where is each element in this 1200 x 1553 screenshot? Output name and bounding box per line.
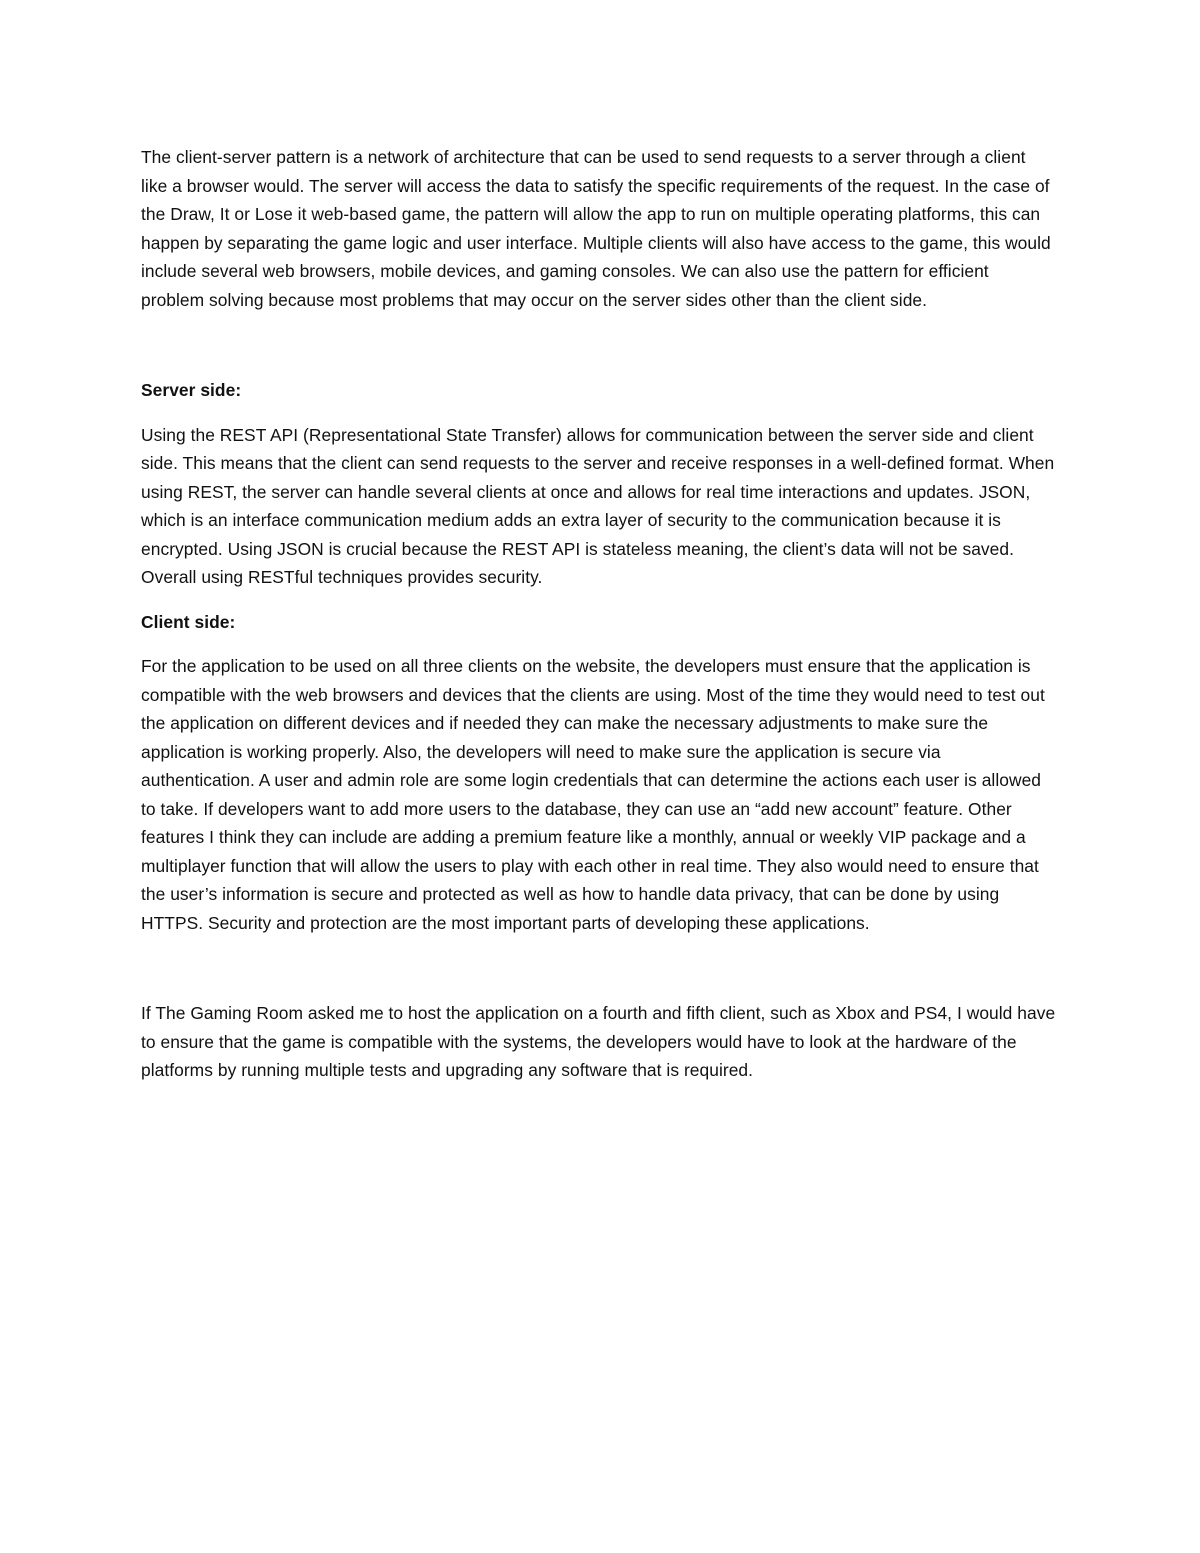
server-side-paragraph: Using the REST API (Representational State Transfer) allows for communication between the server side and client side. This means that the client can send requests to the server and receive responses in a well-defined format. When using REST, the server can handle several clients at once and allows for real time interactions and updates. JSON, which is an interface communication medium adds an extra layer of security to the communication because it is encrypted. Using JSON is crucial because the REST API is stateless meaning, the client’s data will not be saved. Overall using RESTful techniques provides security. (141, 424, 1055, 587)
intro-paragraph: The client-server pattern is a network of architecture that can be used to send requests to a server through a client like a browser would. The server will access the data to satisfy the specific requirements of the request. In the case of the Draw, It or Lose it web-based game, the pattern will allow the app to run on multiple operating platforms, this can happen by separating the game logic and user interface. Multiple clients will also have access to the game, this would include several web browsers, mobile devices, and gaming consoles. We can also use the pattern for efficient problem solving because most problems that may occur on the server sides other than the client side. (141, 147, 1051, 310)
document-body (141, 143, 1056, 1085)
client-side-paragraph: For the application to be used on all three clients on the website, the developers must ensure that the application is compatible with the web browsers and devices that the clients are using. Most of the time they would need to test out the application on different devices and if needed they can make the necessary adjustments to make sure the application is working properly. Also, the developers will need to make sure the application is secure via authentication. A user and admin role are some login credentials that can determine the actions each user is allowed to take. If developers want to add more users to the database, they can use an “add new account” feature. Other features I think they can include are adding a premium feature like a monthly, annual or weekly VIP package and a multiplayer function that will allow the users to play with each other in real time. They also would need to ensure that the user’s information is secure and protected as well as how to handle data privacy, that can be done by using HTTPS. Security and protection are the most important parts of developing these applications. (141, 656, 1045, 933)
server-side-heading: Server side: (141, 380, 242, 400)
client-side-heading: Client side: (141, 611, 236, 632)
closing-paragraph: If The Gaming Room asked me to host the application on a fourth and fifth client, such as Xbox and PS4, I would have to ensure that the game is compatible with the systems, the developers would have to look at the hardware of the platforms by running multiple tests and upgrading any software that is required. (141, 1003, 1056, 1080)
